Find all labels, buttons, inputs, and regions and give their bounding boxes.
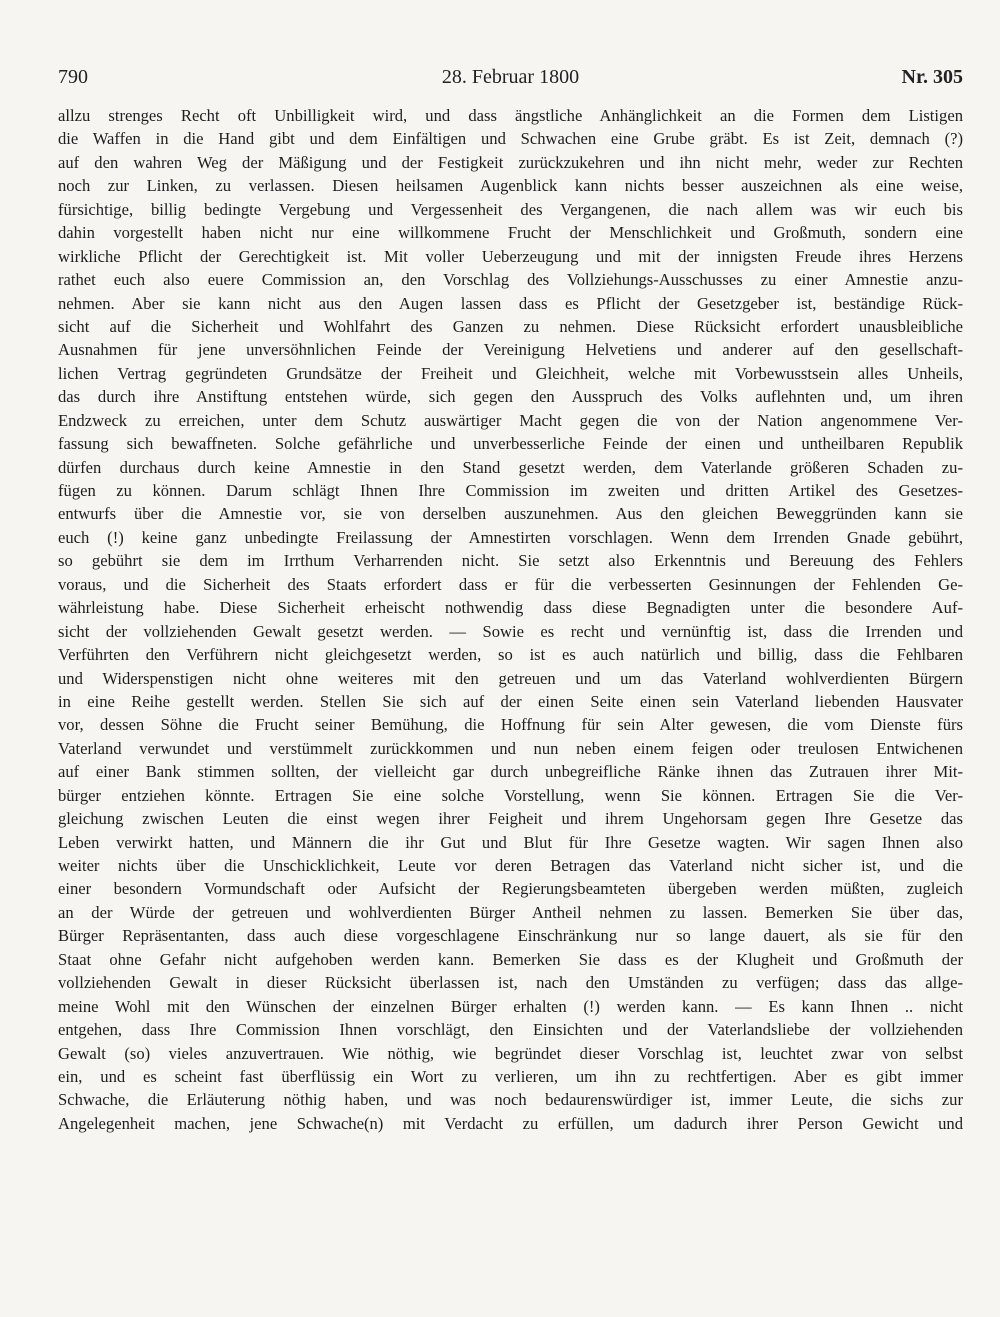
text-line: fügen zu können. Darum schlägt Ihnen Ihre Commission im zweiten und dritten Artikel des Gesetzes- — [58, 481, 963, 500]
text-line: bürger entziehen könnte. Ertragen Sie eine solche Vorstellung, wenn Sie können. Ertragen Sie die Ver- — [58, 785, 963, 805]
text-line: Staat ohne Gefahr nicht aufgehoben werden kann. Bemerken Sie dass es der Klugheit und Großmuth der — [58, 949, 963, 969]
text-line: dahin vorgestellt haben nicht nur eine willkommene Frucht der Menschlichkeit und Großmuth, sondern eine — [58, 223, 963, 243]
text-line: Ausnahmen für jene unversöhnlichen Feinde der Vereinigung Helvetiens und anderer auf den gesellschaft- — [58, 340, 963, 360]
text-line: auf den wahren Weg der Mäßigung und der Festigkeit zurückzukehren und ihn nicht mehr, weder zur Rechten — [58, 152, 963, 172]
text-line: lichen Vertrag gegründeten Grundsätze der Freiheit und Gleichheit, welche mit Vorbewusstsein alles Unheils, — [58, 363, 963, 383]
text-line: entgehen, dass Ihre Commission Ihnen vorschlägt, den Einsichten und der Vaterlandsliebe der vollziehenden — [58, 1020, 963, 1040]
text-line: nehmen. Aber sie kann nicht aus den Augen lassen dass es Pflicht der Gesetzgeber ist, beständige Rück- — [58, 293, 963, 313]
text-line: gleichung zwischen Leuten die einst wegen ihrer Feigheit und ihrem Ungehorsam gegen Ihre Gesetze das — [58, 809, 963, 829]
text-line: allzu strenges Recht oft Unbilligkeit wird, und dass ängstliche Anhänglichkeit an die Formen dem Listigen — [58, 106, 963, 125]
body-text — [58, 104, 963, 1135]
text-line: fassung sich bewaffneten. Solche gefährliche und unverbesserliche Feinde der einen und untheilbaren Republik — [58, 434, 963, 454]
text-line: Vaterland verwundet und verstümmelt zurückkommen und nun neben einem feigen oder treulosen Entwichenen — [58, 738, 963, 758]
text-line: Bürger Repräsentanten, dass auch diese vorgeschlagene Einschränkung nur so lange dauert, als sie für den — [58, 926, 963, 946]
text-line: euch (!) keine ganz unbedingte Freilassung der Amnestirten vorschlagen. Wenn dem Irrenden Gnade gebührt, — [58, 527, 963, 547]
running-head — [58, 66, 963, 96]
text-line: und Widerspenstigen nicht ohne weiteres mit den getreuen und um das Vaterland wohlverdienten Bürgern — [58, 668, 963, 688]
text-line: Angelegenheit machen, jene Schwache(n) mit Verdacht zu erfüllen, um dadurch ihrer Person Gewicht und — [58, 1113, 963, 1133]
text-line: entwurfs über die Amnestie vor, sie von derselben auszunehmen. Aus den gleichen Beweggründen kann sie — [58, 504, 963, 524]
text-line: Gewalt (so) vieles anzuvertrauen. Wie nöthig, wie begründet dieser Vorschlag ist, leuchtet zwar von selbst — [58, 1043, 963, 1063]
text-line: in eine Reihe gestellt werden. Stellen Sie sich auf der einen Seite einen sein Vaterland liebenden Hausvater — [58, 691, 963, 711]
text-line: Endzweck zu erreichen, unter dem Schutz auswärtiger Macht gegen die von der Nation angenommene Ver- — [58, 410, 963, 430]
text-line: ein, und es scheint fast überflüssig ein Wort zu verlieren, um ihn zu rechtfertigen. Aber es gibt immer — [58, 1066, 963, 1086]
text-line: an der Würde der getreuen und wohlverdienten Bürger Antheil nehmen zu lassen. Bemerken Sie über das, — [58, 902, 963, 922]
text-line: vor, dessen Söhne die Frucht seiner Bemühung, die Hoffnung für sein Alter gewesen, die vom Dienste fürs — [58, 715, 963, 735]
text-line: noch zur Linken, zu verlassen. Diesen heilsamen Augenblick kann nichts besser auszeichnen als eine weise, — [58, 176, 963, 196]
text-line: sicht auf die Sicherheit und Wohlfahrt des Ganzen zu nehmen. Diese Rücksicht erfordert unausbleibliche — [58, 316, 963, 336]
text-line: dürfen durchaus durch keine Amnestie in den Stand gesetzt werden, dem Vaterlande größeren Schaden zu- — [58, 457, 963, 477]
text-line: vollziehenden Gewalt in dieser Rücksicht überlassen ist, nach den Umständen zu verfügen; dass das allge- — [58, 973, 963, 993]
text-line: Schwache, die Erläuterung nöthig haben, und was noch bedaurenswürdiger ist, immer Leute, die sichs zur — [58, 1090, 963, 1110]
text-line: meine Wohl mit den Wünschen der einzelnen Bürger erhalten (!) werden kann. — Es kann Ihnen .. nicht — [58, 996, 963, 1016]
text-line: wirkliche Pflicht der Gerechtigkeit ist. Mit voller Ueberzeugung und mit der innigsten Freude ihres Herzens — [58, 246, 963, 266]
text-line: auf einer Bank stimmen sollten, der vielleicht gar durch unbegreifliche Ränke ihnen das Zutrauen ihrer Mit- — [58, 762, 963, 782]
text-line: die Waffen in die Hand gibt und dem Einfältigen und Schwachen eine Grube gräbt. Es ist Zeit, demnach (?) — [58, 129, 963, 149]
text-line: rathet euch also euere Commission an, den Vorschlag des Vollziehungs-Ausschusses zu einer Amnestie anzu- — [58, 270, 963, 290]
document-number: Nr. 305 — [901, 66, 963, 88]
text-line: voraus, und die Sicherheit des Staats erfordert dass er für die verbesserten Gesinnungen der Fehlenden Ge- — [58, 574, 963, 594]
text-line: so gebührt sie dem im Irrthum Verharrenden nicht. Sie setzt also Erkenntnis und Bereuung des Fehlers — [58, 551, 963, 571]
text-line: weiter nichts über die Unschicklichkeit, Leute vor deren Betragen das Vaterland nicht sicher ist, und die — [58, 856, 963, 875]
text-line: währleistung habe. Diese Sicherheit erheischt nothwendig dass diese Begnadigten unter die besondere Auf- — [58, 598, 963, 618]
page-number: 790 — [58, 66, 88, 88]
text-line: Verführten den Verführern nicht gleichgesetzt werden, so ist es auch natürlich und billig, dass die Fehlbaren — [58, 645, 963, 665]
text-line: einer besondern Vormundschaft oder Aufsicht der Regierungsbeamteten übergeben werden müßten, zugleich — [58, 879, 963, 899]
text-line: Leben verwirkt hatten, und Männern die ihr Gut und Blut für Ihre Gesetze wagten. Wir sagen Ihnen also — [58, 832, 963, 852]
text-line: das durch ihre Anstiftung entstehen würde, sich gegen den Ausspruch des Volks auflehnten und, um ihren — [58, 387, 963, 407]
page-date: 28. Februar 1800 — [441, 66, 580, 88]
text-line: fürsichtige, billig bedingte Vergebung und Vergessenheit des Vergangenen, die nach allem was wir euch bis — [58, 199, 963, 219]
text-line: sicht der vollziehenden Gewalt gesetzt werden. — Sowie es recht und vernünftig ist, dass die Irrenden und — [58, 621, 963, 641]
